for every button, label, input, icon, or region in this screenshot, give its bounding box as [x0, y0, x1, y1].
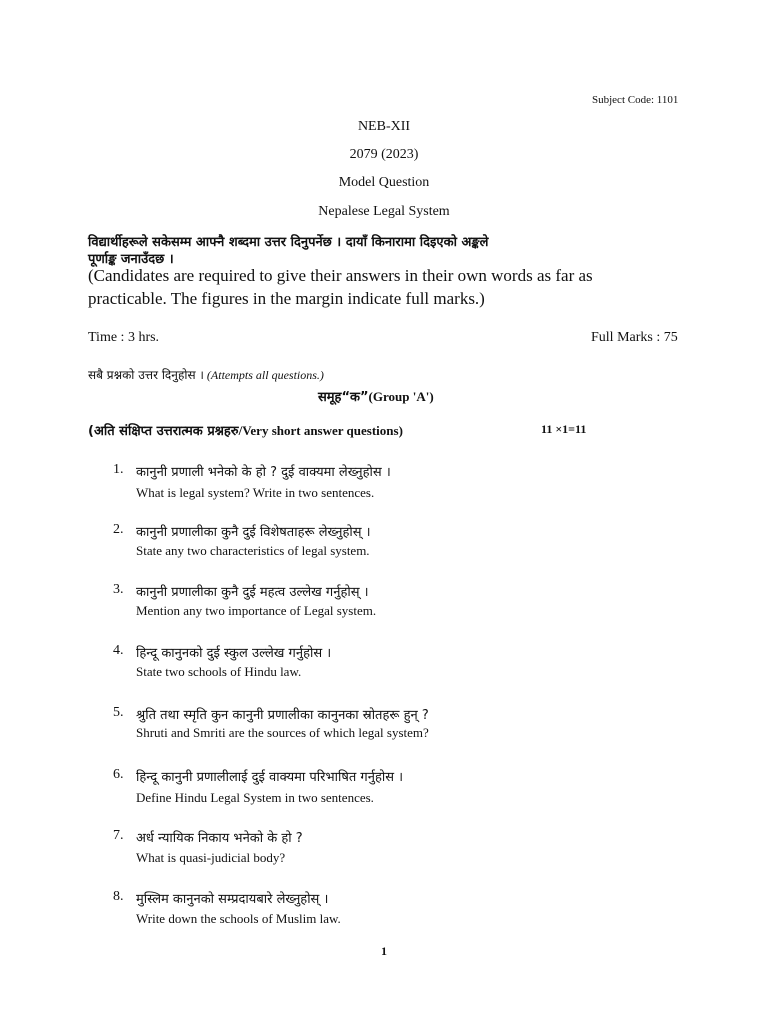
question-english: Write down the schools of Muslim law.	[136, 911, 341, 926]
section-marks: 11 ×1=11	[541, 422, 587, 436]
instruction-nepali-line1: विद्यार्थीहरूले सकेसम्म आफ्नै शब्दमा उत्तर दिनुपर्नेछ । दायाँ किनारामा दिइएको अङ्कले	[88, 235, 489, 250]
instruction-english-line1: (Candidates are required to give their answers in their own words as far as	[88, 266, 593, 285]
question-number: 7.	[113, 828, 124, 843]
question-english: Mention any two importance of Legal system.	[136, 603, 377, 618]
question-nepali: मुस्लिम कानुनको सम्प्रदायबारे लेख्नुहोस् ।	[136, 892, 329, 907]
question-english: Shruti and Smriti are the sources of which legal system?	[136, 725, 429, 740]
section-title-nepali: (अति संक्षिप्त उत्तरात्मक प्रश्नहरु	[88, 424, 239, 439]
question-english: State two schools of Hindu law.	[136, 664, 302, 679]
question-english: Define Hindu Legal System in two sentences.	[136, 790, 374, 805]
question-nepali: हिन्दू कानुनको दुई स्कुल उल्लेख गर्नुहोस ।	[136, 646, 332, 661]
question-number: 4.	[113, 643, 124, 658]
question-number: 3.	[113, 582, 124, 597]
question-nepali: कानुनी प्रणालीका कुनै दुई विशेषताहरू लेख्नुहोस् ।	[136, 525, 371, 540]
question-english: State any two characteristics of legal system.	[136, 543, 370, 558]
group-title-nepali: समूह“क”	[318, 390, 369, 405]
subject-title: Nepalese Legal System	[318, 204, 450, 219]
question-number: 5.	[113, 705, 124, 720]
question-nepali: हिन्दू कानुनी प्रणालीलाई दुई वाक्यमा परिभाषित गर्नुहोस ।	[136, 770, 404, 785]
instruction-english-line2: practicable. The figures in the margin indicate full marks.)	[88, 289, 485, 308]
full-marks: Full Marks : 75	[591, 330, 678, 345]
question-nepali: कानुनी प्रणालीका कुनै दुई महत्व उल्लेख गर्नुहोस् ।	[136, 585, 369, 600]
question-number: 6.	[113, 767, 124, 782]
question-nepali: अर्ध न्यायिक निकाय भनेको के हो ?	[136, 831, 303, 846]
page-number: 1	[381, 944, 387, 958]
question-english: What is quasi-judicial body?	[136, 850, 286, 865]
instruction-nepali-line2: पूर्णाङ्क जनाउँदछ ।	[88, 252, 174, 267]
subject-code: Subject Code: 1101	[592, 94, 679, 106]
question-nepali: कानुनी प्रणाली भनेको के हो ? दुई वाक्यमा लेख्नुहोस ।	[136, 465, 391, 480]
section-title-english: /Very short answer questions)	[238, 423, 403, 438]
question-number: 1.	[113, 462, 124, 477]
group-title-english: (Group 'A')	[368, 389, 434, 404]
attempt-instruction	[88, 366, 324, 383]
question-nepali: श्रुति तथा स्मृति कुन कानुनी प्रणालीका कानुनका स्रोतहरू हुन् ?	[136, 708, 429, 723]
exam-year: 2079 (2023)	[349, 147, 419, 162]
question-number: 2.	[113, 522, 124, 537]
question-english: What is legal system? Write in two sentences.	[136, 485, 375, 500]
group-heading	[318, 387, 434, 405]
paper-type: Model Question	[338, 175, 430, 190]
board-title: NEB-XII	[357, 119, 411, 134]
exam-time: Time : 3 hrs.	[88, 330, 160, 345]
question-number: 8.	[113, 889, 124, 904]
attempt-english: (Attempts all questions.)	[206, 368, 324, 382]
section-heading	[88, 421, 403, 439]
attempt-nepali: सबै प्रश्नको उत्तर दिनुहोस ।	[88, 368, 204, 382]
